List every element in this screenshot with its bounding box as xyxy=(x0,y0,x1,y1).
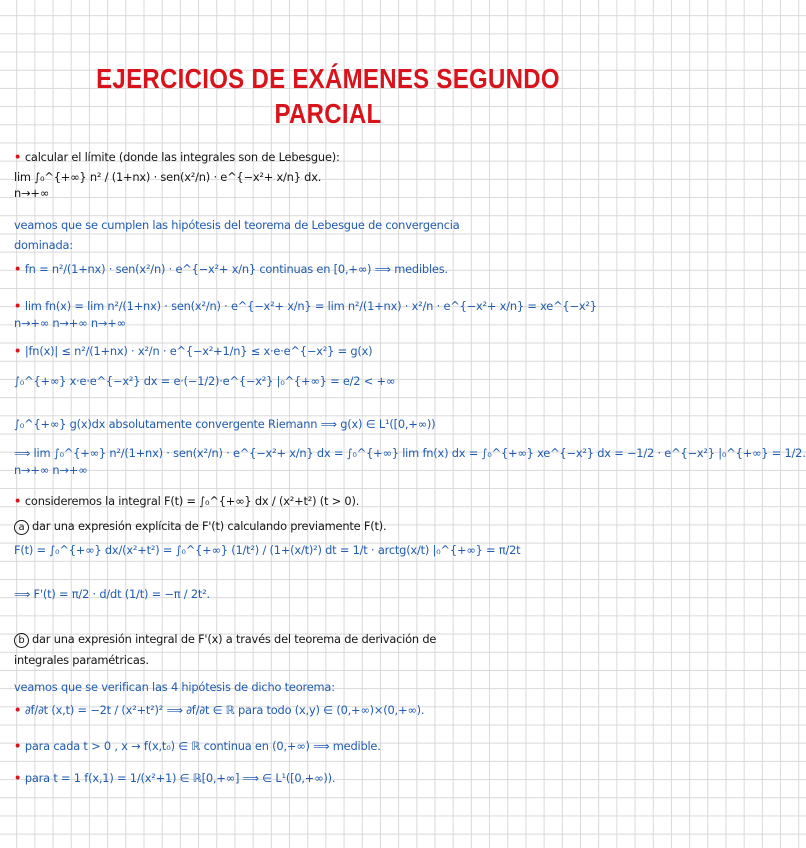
note-text: n→+∞ xyxy=(14,186,49,200)
note-line xyxy=(14,238,648,252)
note-text: consideremos la integral F(t) = ∫₀^{+∞} dx / (x²+t²) (t > 0). xyxy=(24,494,360,508)
note-text: n→+∞ n→+∞ xyxy=(14,463,88,477)
note-line xyxy=(14,494,648,508)
note-line xyxy=(14,463,648,477)
note-line xyxy=(14,417,648,431)
note-line xyxy=(14,299,648,313)
bullet-dot: • xyxy=(14,150,25,164)
note-text: |fn(x)| ≤ n²/(1+nx) · x²/n · e^{−x²+1/n} ≤ x·e·e^{−x²} = g(x) xyxy=(24,344,373,358)
note-line xyxy=(14,374,648,388)
note-line xyxy=(14,519,648,535)
note-line xyxy=(14,703,648,717)
note-text: para t = 1 f(x,1) = 1/(x²+1) ∈ ℝ[0,+∞] ⟹ ∈ L¹([0,+∞)). xyxy=(24,771,336,785)
note-text: fn = n²/(1+nx) · sen(x²/n) · e^{−x²+ x/n} continuas en [0,+∞) ⟹ medibles. xyxy=(24,262,448,276)
note-line xyxy=(14,680,648,694)
note-line xyxy=(14,771,648,785)
bullet-dot: • xyxy=(14,739,25,753)
bullet-dot: • xyxy=(14,262,25,276)
note-line xyxy=(14,218,648,232)
note-text: calcular el límite (donde las integrales son de Lebesgue): xyxy=(24,150,340,164)
note-line xyxy=(14,186,648,200)
note-line xyxy=(14,632,648,648)
note-line xyxy=(14,262,648,276)
note-text: dominada: xyxy=(14,238,73,252)
note-text: integrales paramétricas. xyxy=(14,653,149,667)
note-text: veamos que se cumplen las hipótesis del teorema de Lebesgue de convergencia xyxy=(14,218,460,232)
bullet-dot: • xyxy=(14,299,25,313)
note-line xyxy=(14,739,648,753)
note-text: dar una expresión explícita de F'(t) calculando previamente F(t). xyxy=(32,519,387,533)
section-letter: a xyxy=(14,520,29,535)
note-text: ⟹ lim ∫₀^{+∞} n²/(1+nx) · sen(x²/n) · e^{−x²+ x/n} dx = ∫₀^{+∞} lim fn(x) dx = ∫₀^{+∞} xe^{−x²} dx = −1/2 · e^{−x²} |₀^{+∞} = 1/2. xyxy=(14,446,806,460)
note-text: ⟹ F'(t) = π/2 · d/dt (1/t) = −π / 2t². xyxy=(14,587,210,601)
note-line xyxy=(14,150,648,164)
note-text: lim ∫₀^{+∞} n² / (1+nx) · sen(x²/n) · e^{−x²+ x/n} dx. xyxy=(14,170,322,184)
note-text: dar una expresión integral de F'(x) a través del teorema de derivación de xyxy=(32,632,437,646)
note-text: F(t) = ∫₀^{+∞} dx/(x²+t²) = ∫₀^{+∞} (1/t²) / (1+(x/t)²) dt = 1/t · arctg(x/t) |₀^{+∞} = π/2t xyxy=(14,543,521,557)
note-text: ∫₀^{+∞} x·e·e^{−x²} dx = e·(−1/2)·e^{−x²} |₀^{+∞} = e/2 < +∞ xyxy=(14,374,396,388)
note-text: lim fn(x) = lim n²/(1+nx) · sen(x²/n) · e^{−x²+ x/n} = lim n²/(1+nx) · x²/n · e^{−x²+ x/n} = xe^{−x²} xyxy=(24,299,597,313)
bullet-dot: • xyxy=(14,771,25,785)
page-title-line1: EJERCICIOS DE EXÁMENES SEGUNDO xyxy=(96,63,560,95)
bullet-dot: • xyxy=(14,344,25,358)
bullet-dot: • xyxy=(14,494,25,508)
note-text: ∂f/∂t (x,t) = −2t / (x²+t²)² ⟹ ∂f/∂t ∈ ℝ para todo (x,y) ∈ (0,+∞)×(0,+∞). xyxy=(24,703,425,717)
bullet-dot: • xyxy=(14,703,25,717)
note-text: ∫₀^{+∞} g(x)dx absolutamente convergente Riemann ⟹ g(x) ∈ L¹([0,+∞)) xyxy=(14,417,436,431)
note-text: n→+∞ n→+∞ n→+∞ xyxy=(14,316,126,330)
note-line xyxy=(14,653,648,667)
note-text: veamos que se verifican las 4 hipótesis de dicho teorema: xyxy=(14,680,335,694)
note-line xyxy=(14,170,648,184)
note-line xyxy=(14,316,648,330)
note-text: para cada t > 0 , x → f(x,t₀) ∈ ℝ continua en (0,+∞) ⟹ medible. xyxy=(24,739,381,753)
page-title-line2: PARCIAL xyxy=(274,98,382,130)
section-letter: b xyxy=(14,633,29,648)
note-line xyxy=(14,446,806,460)
note-line xyxy=(14,587,648,601)
note-line xyxy=(14,344,648,358)
note-line xyxy=(14,543,648,557)
